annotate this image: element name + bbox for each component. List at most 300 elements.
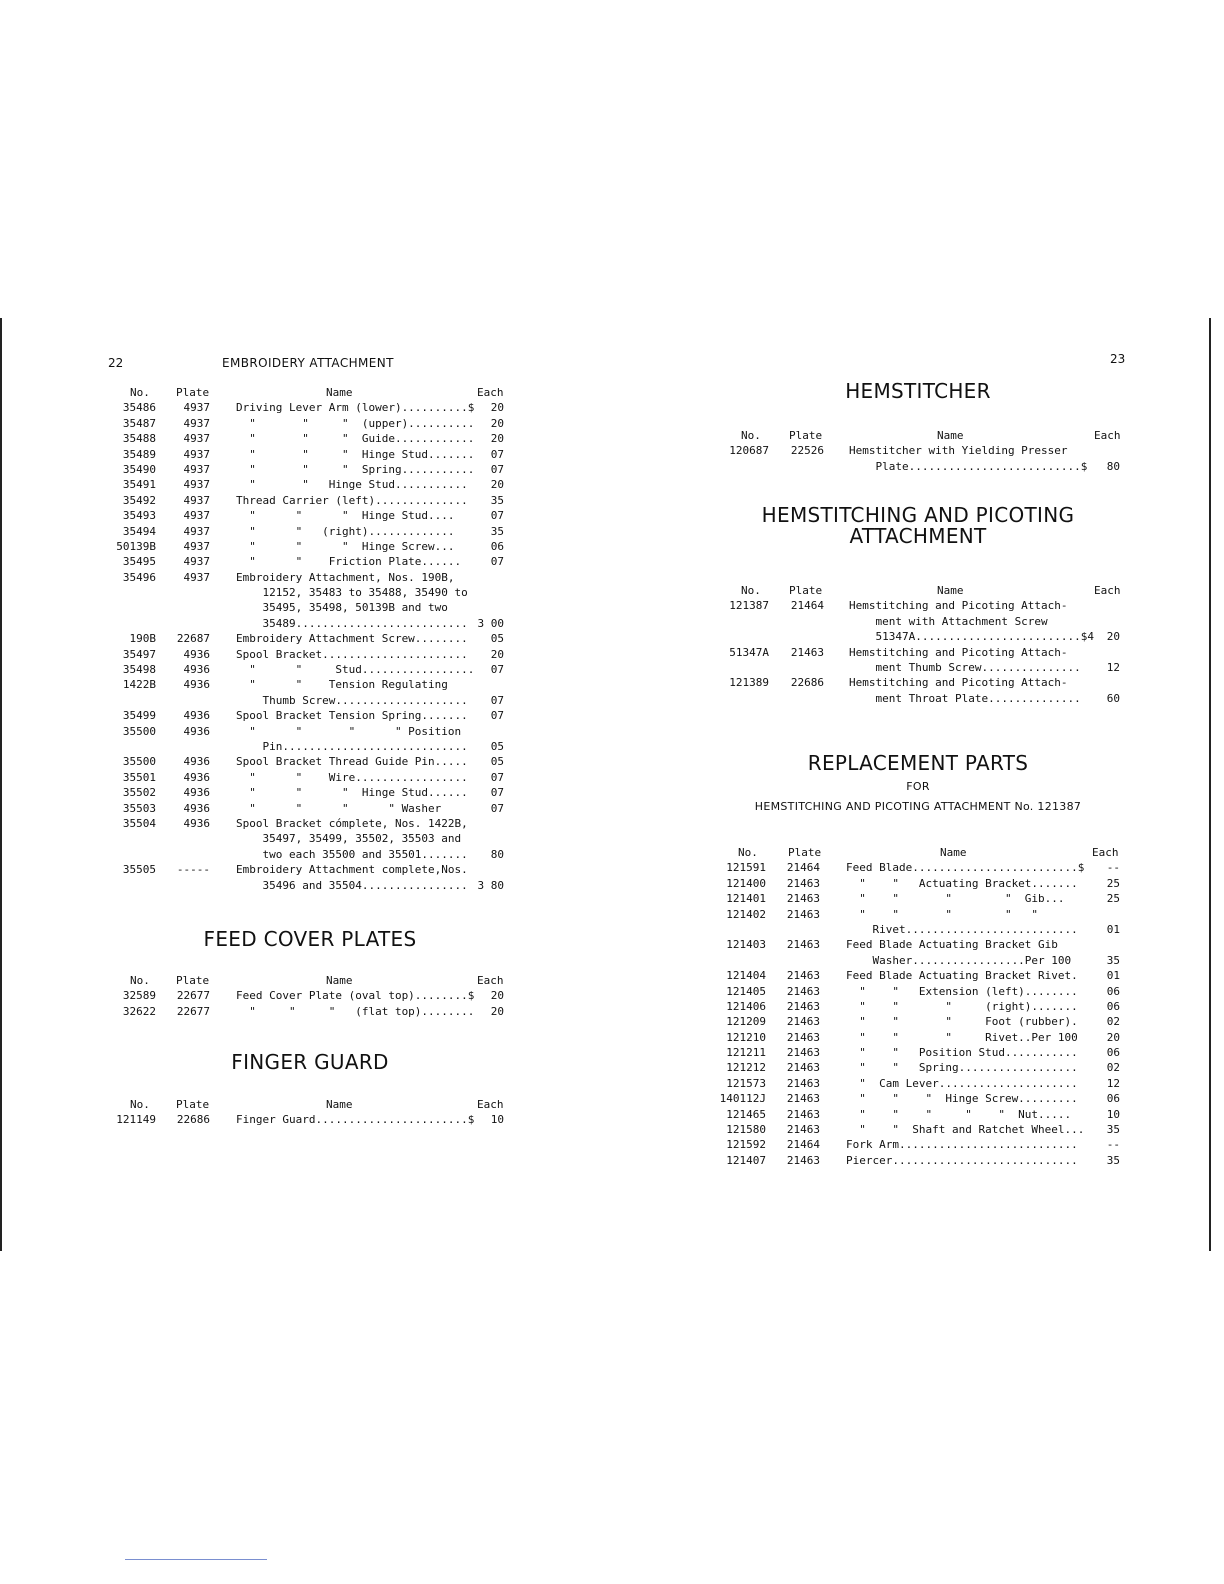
price-each: 05 <box>490 632 504 646</box>
plate-number: 4936 <box>183 801 210 815</box>
price-each: 07 <box>490 462 504 476</box>
part-name: " " " Hinge Screw......... <box>846 1092 1078 1106</box>
table-row <box>112 585 512 600</box>
part-number: 121407 <box>726 1153 766 1167</box>
part-number: 121406 <box>726 999 766 1013</box>
plate-number: 22526 <box>790 444 824 458</box>
part-name: " " " Hinge Stud....... <box>236 447 475 461</box>
table-row <box>112 693 512 708</box>
part-number: 121592 <box>726 1138 766 1152</box>
part-name: " " Actuating Bracket....... <box>846 876 1078 890</box>
table-row <box>725 660 1130 675</box>
plate-number: 4937 <box>183 478 210 492</box>
table-row <box>718 1014 1128 1029</box>
table-row <box>718 1091 1128 1106</box>
table-header <box>725 583 1130 598</box>
price-each: 01 <box>1106 922 1120 936</box>
part-number: 35505 <box>122 863 156 877</box>
table-row <box>112 1004 512 1019</box>
left-page-number: 22 <box>108 356 124 370</box>
part-number: 35500 <box>122 755 156 769</box>
part-name: Embroidery Attachment Screw........ <box>236 632 468 646</box>
plate-number: 21463 <box>786 969 820 983</box>
price-each: 20 <box>1106 1030 1120 1044</box>
table-row <box>112 862 512 877</box>
part-name: Thumb Screw.................... <box>236 693 468 707</box>
table-row <box>718 1107 1128 1122</box>
price-each: 01 <box>1106 969 1120 983</box>
price-each: 02 <box>1106 1015 1120 1029</box>
price-each: 06 <box>1106 1092 1120 1106</box>
plate-number: 4937 <box>183 539 210 553</box>
hemstitcher-rows <box>725 443 1130 474</box>
part-name: " " Wire................. <box>236 770 468 784</box>
header-each: Each <box>477 386 504 399</box>
table-row <box>718 876 1128 891</box>
price-each: 07 <box>490 786 504 800</box>
header-name: Name <box>940 846 967 859</box>
part-name: Feed Blade.........................$ <box>846 861 1085 875</box>
part-name: " " " Hinge Screw... <box>236 539 455 553</box>
table-row <box>718 922 1128 937</box>
plate-number: 21463 <box>790 645 824 659</box>
plate-number: 21464 <box>786 1138 820 1152</box>
part-name: two each 35500 and 35501....... <box>236 847 468 861</box>
table-row <box>718 953 1128 968</box>
right-page-number: 23 <box>1110 352 1126 366</box>
plate-number: 22677 <box>176 1004 210 1018</box>
part-name: Fork Arm........................... <box>846 1138 1078 1152</box>
section-title-picoting-line2: ATTACHMENT <box>849 524 987 548</box>
plate-number: 4937 <box>183 555 210 569</box>
part-name: 35495, 35498, 50139B and two <box>236 601 448 615</box>
plate-number: 4937 <box>183 524 210 538</box>
part-number: 121389 <box>729 676 769 690</box>
plate-number: 21464 <box>786 861 820 875</box>
header-each: Each <box>477 1098 504 1111</box>
part-name: Piercer............................ <box>846 1153 1078 1167</box>
header-no: No. <box>741 584 761 597</box>
table-header <box>725 428 1130 443</box>
plate-number: 22686 <box>176 1113 210 1127</box>
table-row <box>112 447 512 462</box>
section-title-hemstitcher: HEMSTITCHER <box>845 379 991 403</box>
part-number: 120687 <box>729 444 769 458</box>
table-row <box>112 831 512 846</box>
part-number: 35492 <box>122 493 156 507</box>
header-no: No. <box>130 1098 150 1111</box>
table-row <box>718 1076 1128 1091</box>
plate-number: 21463 <box>786 876 820 890</box>
plate-number: 21463 <box>786 1030 820 1044</box>
plate-number: 21463 <box>786 1046 820 1060</box>
part-number: 35503 <box>122 801 156 815</box>
part-number: 35493 <box>122 509 156 523</box>
table-row <box>718 1153 1128 1168</box>
price-each: 06 <box>490 539 504 553</box>
header-no: No. <box>130 974 150 987</box>
part-number: 32589 <box>122 989 156 1003</box>
part-name: " " " Rivet..Per 100 <box>846 1030 1078 1044</box>
part-number: 35490 <box>122 462 156 476</box>
section-title-picoting-line1: HEMSTITCHING AND PICOTING <box>761 503 1075 527</box>
plate-number: 4936 <box>183 724 210 738</box>
finger-guard-rows <box>112 1112 512 1127</box>
picoting-rows <box>725 598 1130 706</box>
part-name: Hemstitching and Picoting Attach- <box>849 676 1068 690</box>
table-header <box>112 1097 512 1112</box>
part-name: ment with Attachment Screw <box>849 614 1048 628</box>
table-row <box>718 984 1128 999</box>
price-each: 07 <box>490 509 504 523</box>
header-name: Name <box>326 1098 353 1111</box>
part-name: " " Hinge Stud........... <box>236 478 468 492</box>
table-row <box>112 508 512 523</box>
running-title: EMBROIDERY ATTACHMENT <box>222 356 394 370</box>
header-plate: Plate <box>789 429 823 442</box>
plate-number: 21463 <box>786 1123 820 1137</box>
price-each: -- <box>1106 1138 1120 1152</box>
part-name: " " " " Gib... <box>846 892 1065 906</box>
table-row <box>718 907 1128 922</box>
plate-number: ----- <box>176 863 210 877</box>
price-each: 07 <box>490 447 504 461</box>
part-number: 121465 <box>726 1107 766 1121</box>
part-number: 35487 <box>122 416 156 430</box>
part-number: 190B <box>129 632 156 646</box>
table-row <box>112 524 512 539</box>
part-name: Plate..........................$ <box>849 459 1088 473</box>
picoting-table <box>725 583 1130 706</box>
header-name: Name <box>326 386 353 399</box>
header-plate: Plate <box>176 1098 210 1111</box>
table-row <box>718 1030 1128 1045</box>
plate-number: 21463 <box>786 892 820 906</box>
price-each: 20 <box>490 478 504 492</box>
part-number: 121210 <box>726 1030 766 1044</box>
part-name: " " " (right)....... <box>846 999 1078 1013</box>
table-row <box>725 645 1130 660</box>
table-row <box>112 477 512 492</box>
header-plate: Plate <box>176 386 210 399</box>
part-number: 35501 <box>122 770 156 784</box>
table-header <box>718 845 1128 860</box>
price-each: 05 <box>490 739 504 753</box>
plate-number: 21463 <box>786 1092 820 1106</box>
part-name: Embroidery Attachment complete,Nos. <box>236 863 468 877</box>
plate-number: 4937 <box>183 432 210 446</box>
header-name: Name <box>937 584 964 597</box>
table-row <box>112 816 512 831</box>
plate-number: 22677 <box>176 989 210 1003</box>
plate-number: 22687 <box>176 632 210 646</box>
page-edge-right <box>1209 318 1211 1251</box>
part-number: 35502 <box>122 786 156 800</box>
part-name: Hemstitcher with Yielding Presser <box>849 444 1068 458</box>
part-number: 50139B <box>116 539 156 553</box>
price-each: 06 <box>1106 999 1120 1013</box>
part-name: " " Position Stud........... <box>846 1046 1078 1060</box>
part-name: Spool Bracket...................... <box>236 647 468 661</box>
part-number: 121149 <box>116 1113 156 1127</box>
price-each: 80 <box>1106 459 1120 473</box>
part-number: 121404 <box>726 969 766 983</box>
part-name: " " " " " <box>846 907 1039 921</box>
plate-number: 4937 <box>183 509 210 523</box>
table-row <box>112 462 512 477</box>
part-name: " " Extension (left)........ <box>846 984 1078 998</box>
feed-cover-rows <box>112 988 512 1019</box>
price-each: 20 <box>490 432 504 446</box>
part-name: " " Tension Regulating <box>236 678 448 692</box>
table-row <box>725 614 1130 629</box>
part-number: 121400 <box>726 876 766 890</box>
table-row <box>112 647 512 662</box>
plate-number: 4937 <box>183 570 210 584</box>
table-row <box>718 999 1128 1014</box>
part-name: " " " (upper).......... <box>236 416 475 430</box>
table-row <box>112 770 512 785</box>
part-number: 140112J <box>719 1092 766 1106</box>
part-number: 121209 <box>726 1015 766 1029</box>
part-name: " " " Guide............ <box>236 432 475 446</box>
table-row <box>725 443 1130 458</box>
price-each: 06 <box>1106 984 1120 998</box>
plate-number: 22686 <box>790 676 824 690</box>
header-no: No. <box>741 429 761 442</box>
price-each: 35 <box>1106 953 1120 967</box>
part-name: " " " Hinge Stud...... <box>236 786 468 800</box>
plate-number: 21463 <box>786 999 820 1013</box>
header-each: Each <box>477 974 504 987</box>
section-title-feed-cover: FEED COVER PLATES <box>203 927 417 951</box>
table-row <box>718 937 1128 952</box>
table-row <box>112 677 512 692</box>
plate-number: 4936 <box>183 709 210 723</box>
header-plate: Plate <box>176 974 210 987</box>
part-number: 32622 <box>122 1004 156 1018</box>
price-each: 35 <box>1106 1123 1120 1137</box>
part-number: 35489 <box>122 447 156 461</box>
section-title-replacement: REPLACEMENT PARTS <box>807 751 1029 775</box>
part-name: ment Thumb Screw............... <box>849 660 1081 674</box>
plate-number: 4936 <box>183 663 210 677</box>
replacement-subtitle: HEMSTITCHING AND PICOTING ATTACHMENT No. 121387 <box>754 800 1082 813</box>
part-name: " " " Hinge Stud.... <box>236 509 455 523</box>
part-number: 121580 <box>726 1123 766 1137</box>
table-row <box>112 570 512 585</box>
price-each: 20 <box>1106 630 1120 644</box>
price-each: 35 <box>490 493 504 507</box>
table-row <box>112 662 512 677</box>
part-number: 121211 <box>726 1046 766 1060</box>
part-number: 35499 <box>122 709 156 723</box>
part-name: 12152, 35483 to 35488, 35490 to <box>236 586 468 600</box>
plate-number: 21463 <box>786 907 820 921</box>
price-each: 07 <box>490 663 504 677</box>
price-each: 35 <box>490 524 504 538</box>
part-number: 35500 <box>122 724 156 738</box>
part-number: 35498 <box>122 663 156 677</box>
part-number: 51347A <box>729 645 769 659</box>
table-row <box>725 691 1130 706</box>
section-title-finger-guard: FINGER GUARD <box>231 1050 389 1074</box>
table-row <box>112 878 512 893</box>
plate-number: 21463 <box>786 1107 820 1121</box>
part-name: " " " " Position <box>236 724 462 738</box>
table-row <box>112 724 512 739</box>
plate-number: 4937 <box>183 416 210 430</box>
price-each: 25 <box>1106 876 1120 890</box>
part-name: Finger Guard.......................$ <box>236 1113 475 1127</box>
table-row <box>112 739 512 754</box>
table-row <box>112 988 512 1003</box>
plate-number: 4936 <box>183 816 210 830</box>
part-name: Spool Bracket Thread Guide Pin..... <box>236 755 468 769</box>
plate-number: 21463 <box>786 938 820 952</box>
price-each: 07 <box>490 693 504 707</box>
table-row <box>112 1112 512 1127</box>
table-row <box>112 493 512 508</box>
part-name: Feed Blade Actuating Bracket Gib <box>846 938 1058 952</box>
table-row <box>112 631 512 646</box>
header-plate: Plate <box>789 584 823 597</box>
part-name: " " Stud................. <box>236 663 475 677</box>
price-each: 80 <box>490 847 504 861</box>
plate-number: 21464 <box>790 599 824 613</box>
table-row <box>718 860 1128 875</box>
table-row <box>112 554 512 569</box>
plate-number: 4937 <box>183 401 210 415</box>
part-number: 35496 <box>122 570 156 584</box>
price-each: 07 <box>490 555 504 569</box>
plate-number: 21463 <box>786 984 820 998</box>
price-each: 20 <box>490 401 504 415</box>
replacement-table <box>718 845 1128 1168</box>
part-name: Feed Blade Actuating Bracket Rivet. <box>846 969 1078 983</box>
plate-number: 4937 <box>183 493 210 507</box>
header-name: Name <box>326 974 353 987</box>
header-no: No. <box>738 846 758 859</box>
table-row <box>725 598 1130 613</box>
part-name: Hemstitching and Picoting Attach- <box>849 599 1068 613</box>
part-number: 121212 <box>726 1061 766 1075</box>
part-name: 35489.......................... <box>236 616 468 630</box>
price-each: 12 <box>1106 660 1120 674</box>
table-row <box>112 801 512 816</box>
price-each: 07 <box>490 709 504 723</box>
part-name: " " Friction Plate...... <box>236 555 462 569</box>
part-number: 35497 <box>122 647 156 661</box>
part-name: Thread Carrier (left).............. <box>236 493 468 507</box>
part-number: 1422B <box>122 678 156 692</box>
part-number: 121405 <box>726 984 766 998</box>
plate-number: 4936 <box>183 786 210 800</box>
table-row <box>725 459 1130 474</box>
part-number: 35491 <box>122 478 156 492</box>
price-each: 20 <box>490 1004 504 1018</box>
price-each: 07 <box>490 801 504 815</box>
part-number: 121591 <box>726 861 766 875</box>
table-row <box>725 675 1130 690</box>
plate-number: 21463 <box>786 1061 820 1075</box>
table-row <box>718 891 1128 906</box>
part-name: " " " " " Nut..... <box>846 1107 1072 1121</box>
table-row <box>718 1137 1128 1152</box>
table-row <box>112 754 512 769</box>
plate-number: 21463 <box>786 1076 820 1090</box>
header-each: Each <box>1094 429 1121 442</box>
price-each: 20 <box>490 416 504 430</box>
part-number: 121402 <box>726 907 766 921</box>
embroidery-rows <box>112 400 512 893</box>
part-name: Embroidery Attachment, Nos. 190B, <box>236 570 455 584</box>
header-name: Name <box>937 429 964 442</box>
part-number: 121387 <box>729 599 769 613</box>
part-number: 121573 <box>726 1076 766 1090</box>
part-name: Spool Bracket cómplete, Nos. 1422B, <box>236 816 468 830</box>
table-row <box>112 400 512 415</box>
part-number: 35495 <box>122 555 156 569</box>
table-header <box>112 973 512 988</box>
part-number: 35488 <box>122 432 156 446</box>
replacement-for: FOR <box>906 780 930 793</box>
plate-number: 4936 <box>183 770 210 784</box>
price-each: 05 <box>490 755 504 769</box>
part-name: " " " " Washer <box>236 801 442 815</box>
part-name: Feed Cover Plate (oval top)........$ <box>236 989 475 1003</box>
price-each: -- <box>1106 861 1120 875</box>
plate-number: 4936 <box>183 647 210 661</box>
header-each: Each <box>1092 846 1119 859</box>
part-name: " Cam Lever..................... <box>846 1076 1078 1090</box>
part-name: Washer.................Per 100 <box>846 953 1072 967</box>
price-each: 06 <box>1106 1046 1120 1060</box>
part-number: 121403 <box>726 938 766 952</box>
part-name: Spool Bracket Tension Spring....... <box>236 709 468 723</box>
price-each: 20 <box>490 989 504 1003</box>
plate-number: 4937 <box>183 462 210 476</box>
part-name: " " Spring.................. <box>846 1061 1078 1075</box>
part-name: " " Shaft and Ratchet Wheel... <box>846 1123 1085 1137</box>
table-row <box>112 785 512 800</box>
price-each: 02 <box>1106 1061 1120 1075</box>
part-name: Hemstitching and Picoting Attach- <box>849 645 1068 659</box>
replacement-rows <box>718 860 1128 1168</box>
part-number: 35504 <box>122 816 156 830</box>
part-name: " " " Foot (rubber). <box>846 1015 1078 1029</box>
plate-number: 4936 <box>183 678 210 692</box>
embroidery-table <box>112 385 512 893</box>
price-each: 25 <box>1106 892 1120 906</box>
part-number: 35486 <box>122 401 156 415</box>
part-name: 35496 and 35504................ <box>236 878 468 892</box>
price-each: 10 <box>1106 1107 1120 1121</box>
part-name: 35497, 35499, 35502, 35503 and <box>236 832 462 846</box>
price-each: 3 80 <box>477 878 504 892</box>
table-row <box>718 1060 1128 1075</box>
table-row <box>718 1045 1128 1060</box>
table-row <box>112 708 512 723</box>
hemstitcher-table <box>725 428 1130 474</box>
plate-number: 4937 <box>183 447 210 461</box>
table-row <box>718 968 1128 983</box>
price-each: 20 <box>490 647 504 661</box>
plate-number: 21463 <box>786 1153 820 1167</box>
price-each: 07 <box>490 770 504 784</box>
table-row <box>112 539 512 554</box>
part-name: " " (right)............. <box>236 524 455 538</box>
